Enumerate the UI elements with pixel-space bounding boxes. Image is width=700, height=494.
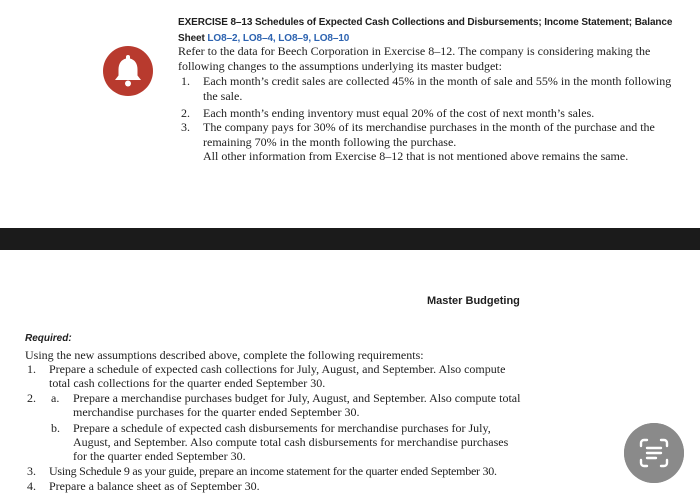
required-number: 1. (27, 362, 36, 376)
required-number: 2. (27, 391, 36, 405)
required-letter: a. (51, 391, 60, 405)
page-divider-band (0, 228, 700, 250)
chat-icon (624, 423, 684, 483)
exercise-title: EXERCISE 8–13 Schedules of Expected Cash Collections and Disbursements; Income Statement; Balance Sheet LO8–2, LO8–4, LO8–9, LO8–10 (178, 17, 673, 44)
page-header: Master Budgeting (427, 295, 520, 307)
chat-button[interactable] (624, 423, 684, 483)
required-item: Prepare a merchandise purchases budget for July, August, and September. Also compute total merchandise purchases for the quarter ended September 30. (73, 391, 521, 419)
required-letter: b. (51, 421, 60, 435)
exercise-intro: Refer to the data for Beech Corporation in Exercise 8–12. The company is considering making the following changes to the assumptions underlying its master budget: (178, 44, 651, 73)
change-number: 1. (181, 74, 190, 88)
exercise-closing: All other information from Exercise 8–12 that is not mentioned above remains the same. (203, 149, 629, 163)
required-item: Prepare a schedule of expected cash disbursements for merchandise purchases for July, August, and September. Also compute total cash disbursements for merchandise purchases for the quarter ended September 30. (73, 421, 509, 463)
change-item: Each month’s credit sales are collected 45% in the month of sale and 55% in the month following the sale. (203, 74, 672, 103)
required-intro: Using the new assumptions described above, complete the following requirements: (25, 348, 424, 362)
change-item: Each month’s ending inventory must equal 20% of the cost of next month’s sales. (203, 106, 595, 120)
required-heading: Required: (25, 333, 72, 344)
required-item: Using Schedule 9 as your guide, prepare an income statement for the quarter ended September 30. (49, 464, 497, 478)
required-number: 3. (27, 464, 36, 478)
change-number: 3. (181, 120, 190, 134)
required-item: Prepare a schedule of expected cash collections for July, August, and September. Also compute total cash collections for the quarter ended September 30. (49, 362, 506, 390)
learning-objectives: LO8–2, LO8–4, LO8–9, LO8–10 (207, 33, 350, 44)
required-item: Prepare a balance sheet as of September 30. (49, 479, 260, 493)
change-number: 2. (181, 106, 190, 120)
bell-icon (103, 46, 153, 96)
change-item: The company pays for 30% of its merchandise purchases in the month of the purchase and the remaining 70% in the month following the purchase. (203, 120, 655, 149)
required-number: 4. (27, 479, 36, 493)
